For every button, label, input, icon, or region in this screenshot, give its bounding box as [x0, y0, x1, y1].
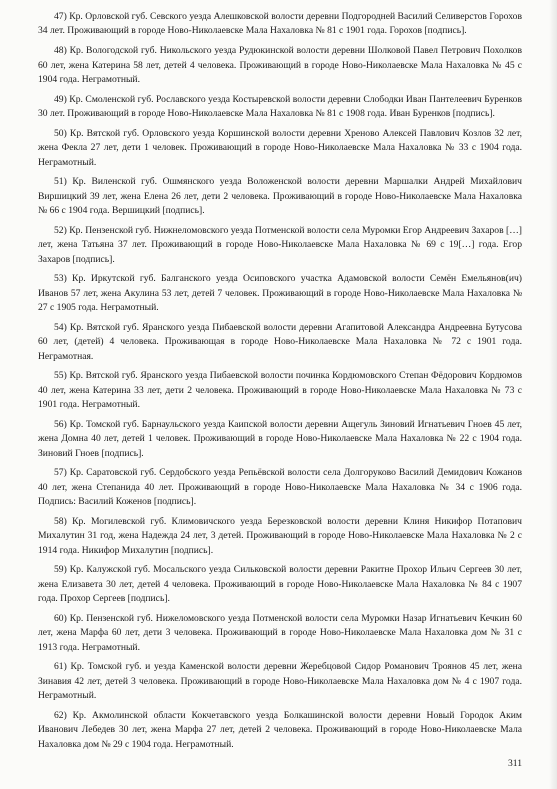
entry-50: 50) Кр. Вятской губ. Орловского уезда Коршинской волости деревни Хреново Алексей Павлович Козлов 32 лет, жена Фекла 27 лет, дети 1 человек. Проживающий в городе Ново-Николаевске Мала Нахаловка № 33 с 1904 года. Неграмотный.: [38, 127, 522, 168]
entry-47: 47) Кр. Орловской губ. Севского уезда Алешковской волости деревни Подгородней Василий Селиверстов Горохов 34 лет. Проживающий в городе Ново-Николаевске Мала Нахаловка № 81 с 1901 года. Горохов [подпись].: [38, 11, 522, 37]
entry-59: 59) Кр. Калужской губ. Мосальского уезда Сильковской волости деревни Ракитне Прохор Ильич Сергеев 30 лет, жена Елизавета 30 лет, детей 4 человека. Проживающий в городе Ново-Николаевске Мала Нахаловка № 84 с 1907 года. Прохор Сергеев [подпись].: [38, 564, 522, 605]
entry-60: 60) Кр. Пензенской губ. Нижеломовского уезда Потменской волости села Муромки Назар Игнатьевич Кечкин 60 лет, жена Марфа 60 лет, дети 3 человека. Проживающий в городе Ново-Николаевске Мала Нахаловка дом № 31 с 1913 года. Неграмотный.: [38, 612, 522, 653]
entry-55: 55) Кр. Вятской губ. Яранского уезда Пибаевской волости починка Кордюмовского Степан Фёдорович Кордюмов 40 лет, жена Катерина 33 лет, дети 2 человека. Проживающий в городе Ново-Николаевске Мала Нахаловка № 73 с 1901 года. Неграмотный.: [38, 370, 522, 411]
page-number: 311: [507, 758, 522, 769]
entry-57: 57) Кр. Саратовской губ. Сердобского уезда Репьёвской волости села Долгоруково Василий Демидович Кожанов 40 лет, жена Степанида 40 лет. Проживающий в городе Ново-Николаевске Мала Нахаловка № 34 с 1906 года. Подпись: Василий Коженов [подпись].: [38, 467, 522, 508]
entry-52: 52) Кр. Пензенской губ. Нижнеломовского уезда Потменской волости села Муромки Егор Андреевич Захаров […] лет, жена Татьяна 37 лет. Проживающий в городе Ново-Николаевске Мала Нахаловка № 69 с 19[…] года. Егор Захаров [подпись].: [38, 224, 522, 265]
entry-54: 54) Кр. Вятской губ. Яранского уезда Пибаевской волости деревни Агапитовой Александра Андреевна Бутусова 60 лет, (детей) 4 человека. Проживающая в городе Ново-Николаевске Мала Нахаловка № 72 с 1901 года. Неграмотная.: [38, 321, 522, 362]
entry-48: 48) Кр. Вологодской губ. Никольского уезда Рудюкинской волости деревни Шолковой Павел Петрович Похолков 60 лет, жена Катерина 58 лет, детей 4 человека. Проживающий в городе Ново-Николаевске Мала Нахаловка № 45 с 1904 года. Неграмотный.: [38, 45, 522, 85]
entry-62: 62) Кр. Акмолинской области Кокчетавского уезда Болкашинской волости деревни Новый Городок Аким Иванович Лебедев 30 лет, жена Марфа 27 лет, детей 2 человека. Проживающий в городе Ново-Николаевске Мала Нахаловка дом № 29 с 1904 года. Неграмотный.: [38, 709, 522, 750]
entries-list: [38, 10, 522, 757]
entry-53: 53) Кр. Иркутской губ. Балганского уезда Осиповского участка Адамовской волости Семён Емельянов(ич) Иванов 57 лет, жена Акулина 53 лет, детей 7 человек. Проживающий в городе Ново-Николаевске Мала Нахаловка № 27 с 1905 года. Неграмотный.: [38, 273, 522, 314]
entry-58: 58) Кр. Могилевской губ. Климовичского уезда Березковской волости деревни Клиня Никифор Потапович Михалутин 31 год, жена Надежда 24 лет, 3 детей. Проживающий в городе Ново-Николаевске Мала Нахаловка № 2 с 1914 года. Никифор Михалутин [подпись].: [38, 515, 522, 556]
entry-61: 61) Кр. Томской губ. и уезда Каменской волости деревни Жеребцовой Сидор Романович Троянов 45 лет, жена Зинавия 42 лет, детей 3 человека. Проживающий в городе Ново-Николаевске Мала Нахаловка дом № 4 с 1907 года. Неграмотный.: [38, 661, 522, 702]
entry-56: 56) Кр. Томской губ. Барнаульского уезда Каипской волости деревни Ащегуль Зиновий Игнатьевич Гноев 45 лет, жена Домна 40 лет, детей 1 человек. Проживающий в городе Ново-Николаевске Мала Нахаловка № 22 с 1904 года. Зиновий Гноев [подпись].: [38, 418, 522, 459]
entry-51: 51) Кр. Виленской губ. Ошмянского уезда Воложенской волости деревни Маршалки Андрей Михайлович Виршицкий 39 лет, жена Елена 26 лет, дети 2 человека. Проживающий в городе Ново-Николаевске Мала Нахаловка № 66 с 1904 года. Вершицкий [подпись].: [38, 176, 522, 217]
entry-49: 49) Кр. Смоленской губ. Рославского уезда Костыревской волости деревни Слободки Иван Пантелеевич Буренков 30 лет. Проживающий в городе Ново-Николаевске Мала Нахаловка № 81 с 1908 года. Иван Буренков [подпись].: [38, 93, 522, 120]
page-edge-shadow: [549, 0, 557, 789]
